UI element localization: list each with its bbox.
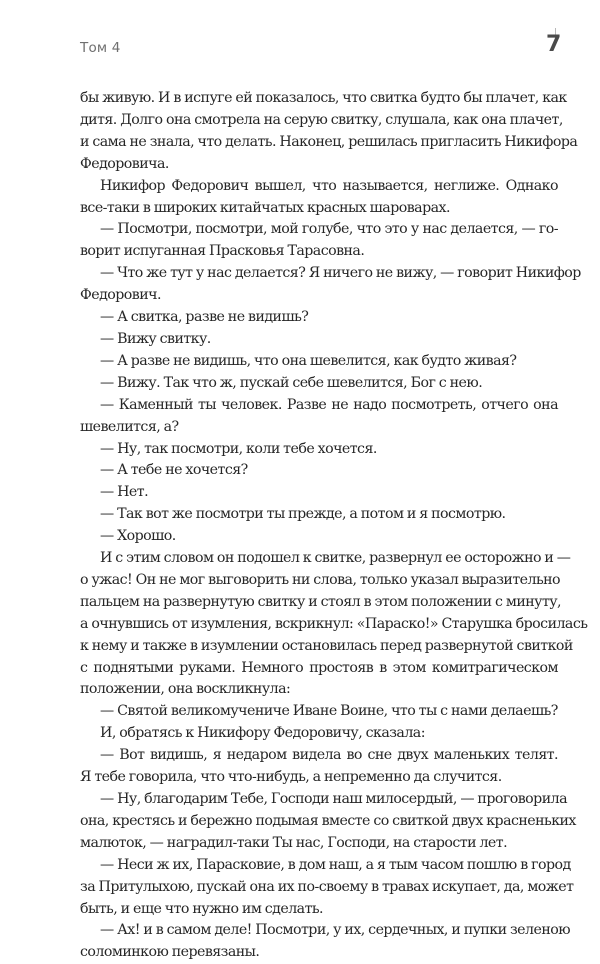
text-line: она, крестясь и бережно подымая вместе со свиткой двух красненьких (80, 812, 576, 829)
text-line: — Так вот же посмотри ты прежде, а потом и я посмотрю. (100, 506, 506, 523)
text-line: — А разве не видишь, что она шевелится, как будто живая? (100, 352, 517, 369)
text-line: дитя. Долго она смотрела на серую свитку, слушала, как она плачет, (80, 111, 563, 128)
text-line: Я тебе говорила, что что-нибудь, а непременно да случится. (80, 769, 502, 786)
page-number: 7 (546, 32, 562, 57)
text-line: — Святой великомучениче Иване Воине, что ты с нами делаешь? (100, 703, 558, 720)
body-text (80, 88, 588, 964)
text-line: Федорович. (80, 287, 161, 304)
text-line: все-таки в широких китайчатых красных шароварах. (80, 199, 450, 216)
text-line: — Ах! и в самом деле! Посмотри, у их, сердечных, и пупки зеленою (100, 922, 571, 939)
text-line: — Что же тут у нас делается? Я ничего не вижу, — говорит Никифор (100, 265, 581, 282)
text-line: а очнувшись от изумления, вскрикнул: «Параско!» Старушка бросилась (80, 615, 588, 632)
text-line: — Вижу. Так что ж, пускай себе шевелится, Бог с нею. (100, 374, 483, 391)
text-line: — Ну, так посмотри, коли тебе хочется. (100, 440, 377, 457)
text-line: — Нет. (100, 484, 149, 501)
text-line: — Неси ж их, Парасковие, в дом наш, а я тым часом пошлю в город (100, 856, 571, 873)
text-line: Никифор Федорович вышел, что называется, неглиже. Однако (100, 177, 558, 194)
text-line: быть, и еще что нужно им сделать. (80, 900, 324, 917)
text-line: малюток, — наградил-таки Ты нас, Господи, на старости лет. (80, 834, 508, 851)
text-line: с поднятыми руками. Немного простояв в этом комитрагическом (80, 659, 558, 676)
text-line: И, обратясь к Никифору Федоровичу, сказала: (100, 725, 425, 742)
text-line: — Вижу свитку. (100, 330, 211, 347)
text-line: — Хорошо. (100, 528, 176, 545)
text-line: бы живую. И в испуге ей показалось, что свитка будто бы плачет, как (80, 90, 567, 106)
text-line: — Посмотри, посмотри, мой голубе, что это у нас делается, — го- (100, 221, 558, 238)
text-line: к нему и также в изумлении остановилась перед развернутой свиткой (80, 637, 573, 654)
text-line: пальцем на развернутую свитку и стоял в этом положении с минуту, (80, 593, 561, 610)
text-line: за Притулыхою, пускай она их по-своему в травах искупает, да, может (80, 878, 574, 895)
text-line: — А свитка, разве не видишь? (100, 309, 309, 326)
text-line: шевелится, а? (80, 418, 179, 435)
text-line: И с этим словом он подошел к свитке, развернул ее осторожно и — (100, 550, 571, 567)
text-line: положении, она воскликнула: (80, 681, 291, 698)
text-line: и сама не знала, что делать. Наконец, решилась пригласить Никифора (80, 133, 578, 150)
text-line: — Каменный ты человек. Разве не надо посмотреть, отчего она (100, 396, 558, 413)
text-line: о ужас! Он не мог выговорить ни слова, только указал выразительно (80, 571, 561, 588)
text-line: — Ну, благодарим Тебе, Господи наш милосердый, — проговорила (100, 791, 567, 807)
text-line: Федоровича. (80, 155, 169, 172)
text-line: — А тебе не хочется? (100, 462, 248, 479)
text-line: — Вот видишь, я недаром видела во сне двух маленьких телят. (100, 747, 558, 764)
text-line: ворит испуганная Прасковья Тарасовна. (80, 243, 365, 260)
text-line: соломинкою перевязаны. (80, 944, 260, 961)
running-head: Том 4 (80, 40, 121, 56)
